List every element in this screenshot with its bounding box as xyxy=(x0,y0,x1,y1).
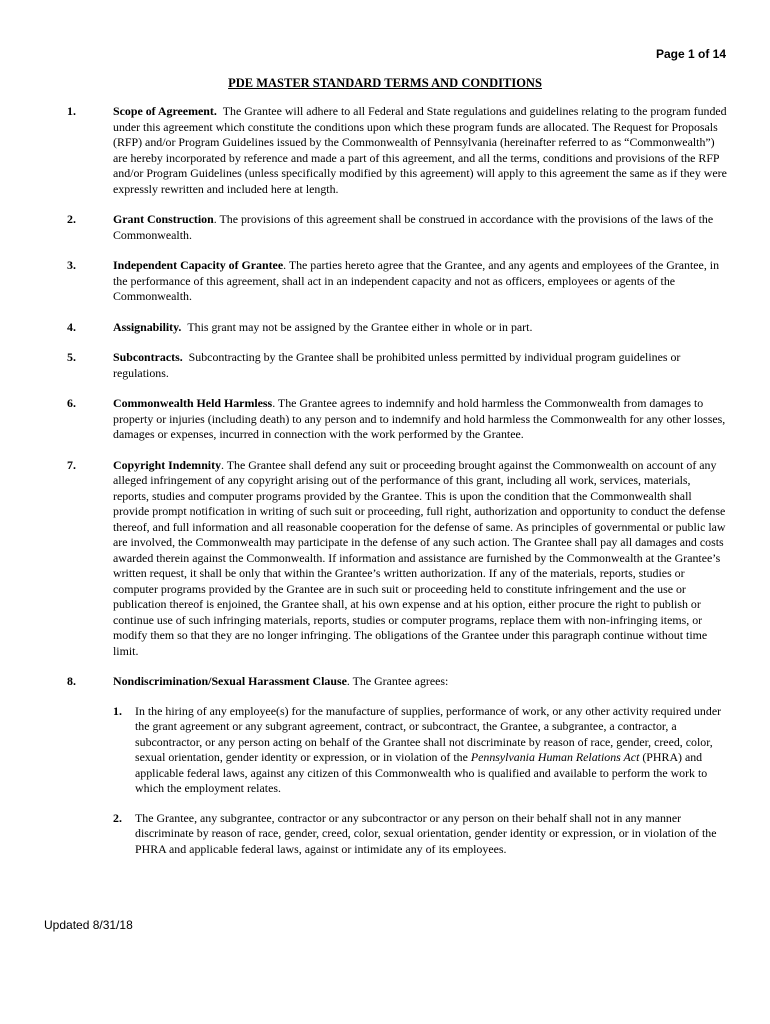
page-number: Page 1 of 14 xyxy=(655,47,726,61)
section-text: The Grantee will adhere to all Federal and State regulations and guidelines relating to the program funded under this agreement which constitute the conditions upon which these program funds are allocated. The Request for Proposals (RFP) and/or Program Guidelines issued by the Commonwealth of Pennsylvania (hereinafter referred to as “Commonwealth”) are hereby incorporated by reference and made a part of this agreement, and all the terms, conditions and provisions of the RFP and/or Program Guidelines (unless specifically modified by this agreement) will apply to this agreement the same as if they were expressly rewritten and included here at length. xyxy=(113,104,727,196)
section-text: . The Grantee agrees to indemnify and hold harmless the Commonwealth from damages to property or injuries (including death) to any person and to indemnify and hold harmless the Commonwealth for any other losses, damages or expenses, incurred in connection with the work performed by the Grantee. xyxy=(113,396,726,441)
section-text: . The provisions of this agreement shall be construed in accordance with the provisions of the laws of the Commonwealth. xyxy=(113,212,714,242)
subsection-hiring xyxy=(113,704,727,797)
section-heading: Copyright Indemnity xyxy=(113,457,222,472)
updated-date: Updated 8/31/18 xyxy=(44,918,133,932)
section-number: 3. xyxy=(67,258,76,272)
subsection-body: The Grantee, any subgrantee, contractor or any subcontractor or any person on their behalf shall not in any manner discriminate by reason of race, gender, creed, color, sexual orientation, gender identity or expression, or in violation of the PHRA and applicable federal laws, against or intimidate any of its employees. xyxy=(135,810,717,856)
section-number: 4. xyxy=(67,319,76,334)
subsection-body xyxy=(135,704,727,797)
section-heading: Assignability. xyxy=(113,319,182,334)
subsection-number: 1. xyxy=(113,703,122,718)
section-body xyxy=(113,458,727,660)
section-heading: Independent Capacity of Grantee xyxy=(113,258,284,272)
section-subcontracts xyxy=(67,350,727,381)
section-body xyxy=(113,674,727,857)
section-text: . The parties hereto agree that the Grantee, and any agents and employees of the Grantee, in the performance of this agreement, shall act in an independent capacity and not as officers, employees or agents of the Commonwealth. xyxy=(113,258,720,303)
section-heading: Subcontracts. xyxy=(113,350,183,364)
document-body xyxy=(67,104,727,872)
section-text: . The Grantee shall defend any suit or proceeding brought against the Commonwealth on account of any alleged infringement of any copyright arising out of the performance of this grant, including all work, services, materials, reports, studies and computer programs provided by the Grantee. This is upon the condition that the Commonwealth shall provide prompt notification in writing of such suit or proceeding, full right, authorization and opportunity to conduct the defense thereof, and full information and all reasonable cooperation for the defense of same. As principles of governmental or public law are involved, the Commonwealth may participate in the defense of any such action. The Grantee shall pay all damages and costs awarded therein against the Commonwealth. If information and assistance are furnished by the Commonwealth at the Grantee’s written request, it shall be only that within the Grantee’s written authorization. If any of the materials, reports, studies or computer programs provided by the Grantee are in such suit or proceeding held to constitute infringement and the use or publication thereof is enjoined, the Grantee shall, at his own expense and at his option, either procure the right to publish or continue use of such infringing materials, reports, studies or computer programs, replace them with non-infringing items, or modify them so that they are no longer infringing. The obligations of the Grantee under this paragraph continue without time limit. xyxy=(113,457,726,658)
section-nondiscrimination xyxy=(67,674,727,857)
section-held-harmless xyxy=(67,396,727,443)
section-independent-capacity xyxy=(67,258,727,305)
section-number: 2. xyxy=(67,212,76,226)
subsection-number: 2. xyxy=(113,810,122,825)
section-body xyxy=(113,258,727,305)
section-number: 8. xyxy=(67,674,76,688)
section-heading: Commonwealth Held Harmless xyxy=(113,396,273,410)
section-copyright-indemnity xyxy=(67,458,727,660)
section-number: 1. xyxy=(67,104,76,118)
section-scope xyxy=(67,104,727,197)
section-number: 6. xyxy=(67,396,76,410)
document-title: PDE MASTER STANDARD TERMS AND CONDITIONS xyxy=(228,76,542,90)
section-heading: Grant Construction xyxy=(113,212,214,226)
section-text: . The Grantee agrees: xyxy=(346,674,449,688)
subsection-text: In the hiring of any employee(s) for the manufacture of supplies, performance of work, or any other activity required under the grant agreement or any subgrant agreement, contract, or subcontract, the Grantee, a subgrantee, a contractor, a subcontractor, or any person acting on behalf of the Grantee shall not discriminate by reason of race, gender, creed, color, sexual orientation, gender identity or expression, or in violation of the xyxy=(135,703,722,764)
section-body xyxy=(113,320,727,336)
section-body xyxy=(113,104,727,197)
section-number: 7. xyxy=(67,457,76,472)
section-grant-construction xyxy=(67,212,727,243)
section-text: This grant may not be assigned by the Grantee either in whole or in part. xyxy=(187,319,533,334)
section-body xyxy=(113,350,727,381)
section-body xyxy=(113,396,727,443)
subsection-text: (PHRA) and applicable federal laws, against any citizen of this Commonwealth who is qualified and available to perform the work to which the employment relates. xyxy=(135,750,708,795)
section-text: Subcontracting by the Grantee shall be prohibited unless permitted by individual program guidelines or regulations. xyxy=(113,350,681,380)
subsection-employees xyxy=(113,811,727,858)
section-heading: Scope of Agreement. xyxy=(113,104,217,118)
section-assignability xyxy=(67,320,727,336)
act-name: Pennsylvania Human Relations Act xyxy=(470,750,640,764)
section-body xyxy=(113,212,727,243)
section-heading: Nondiscrimination/Sexual Harassment Clause xyxy=(113,674,347,688)
section-number: 5. xyxy=(67,350,76,364)
